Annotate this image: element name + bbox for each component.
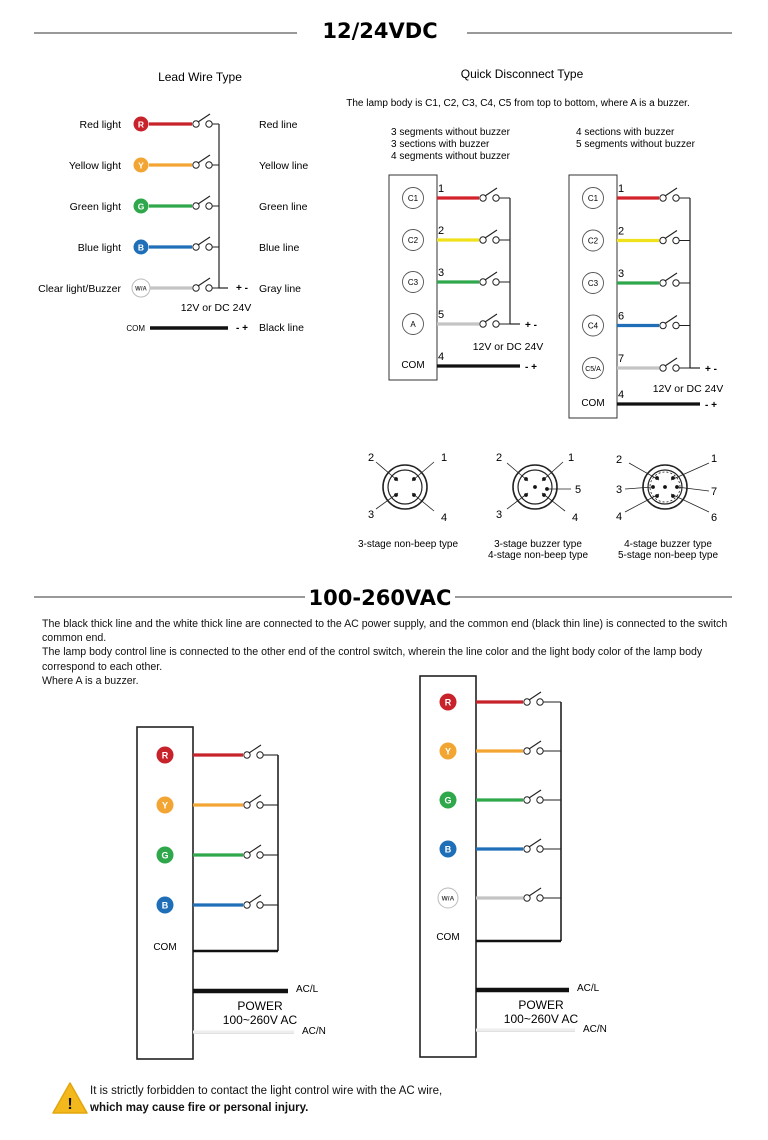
quick-left-caption: 3 sections with buzzer: [391, 139, 490, 150]
connector-pin-label: 2: [615, 454, 623, 466]
ac-badge-text: R: [444, 697, 452, 708]
lead-switch-contact: [206, 203, 212, 209]
ac-title: 100-260VAC: [308, 586, 452, 610]
ac-housing: [420, 676, 476, 1057]
quick-switch-contact: [673, 365, 679, 371]
connector-pin-label: 1: [440, 452, 448, 464]
ac-com-label: COM: [153, 942, 177, 953]
connector-caption: 5-stage non-beep type: [617, 550, 719, 561]
connector-pin-label: 3: [367, 509, 375, 521]
lead-badge-text: G: [137, 201, 145, 212]
ac-n-label: AC/N: [583, 1024, 607, 1035]
quick-switch-contact: [673, 322, 679, 328]
ac-switch-contact: [537, 846, 543, 852]
quick-terminal-label: C1: [587, 194, 599, 203]
ac-l-label: AC/L: [296, 984, 319, 995]
quick-left-caption: 4 segments without buzzer: [391, 151, 510, 162]
quick-terminal-label: C2: [407, 236, 419, 245]
lead-switch-contact: [206, 121, 212, 127]
ac-diagram-left: [137, 727, 326, 1059]
dc-title: 12/24VDC: [322, 19, 438, 43]
ac-l-label: AC/L: [577, 983, 600, 994]
ac-description: [42, 617, 732, 688]
lead-com-label: COM: [126, 324, 145, 333]
connector-pin-label: 1: [710, 453, 718, 465]
quick-pin-number: 2: [618, 225, 625, 238]
lead-light-label: Clear light/Buzzer: [38, 283, 121, 295]
lead-com-sign: - +: [236, 323, 248, 334]
ac-com-label: COM: [436, 932, 460, 943]
quick-pin-number: 1: [618, 183, 625, 195]
ac-switch-contact: [257, 902, 263, 908]
lead-line-label: Green line: [259, 201, 308, 213]
quick-pin-number: 7: [618, 353, 625, 365]
ac-badge-text: Y: [161, 800, 169, 811]
quick-plus-minus: + -: [525, 320, 537, 331]
lead-voltage: 12V or DC 24V: [180, 302, 252, 314]
connector-pin-label: 1: [567, 452, 575, 464]
quick-disconnect-diagram: [346, 67, 723, 418]
quick-switch-contact: [493, 237, 499, 243]
ac-switch-contact: [537, 895, 543, 901]
connector-pin-label: 3: [615, 484, 623, 496]
quick-terminal-label: C1: [407, 194, 419, 203]
connector-pin-label: 7: [710, 486, 718, 498]
quick-pin-number: 5: [438, 309, 445, 321]
ac-switch-contact: [537, 797, 543, 803]
quick-switch-contact: [493, 321, 499, 327]
quick-terminal-label: C4: [587, 321, 599, 331]
connector-pin-label: 3: [495, 509, 503, 521]
quick-voltage: 12V or DC 24V: [652, 383, 724, 395]
lead-plus-minus: + -: [236, 283, 248, 294]
connector-pin: [663, 485, 667, 489]
quick-switch-contact: [673, 280, 679, 286]
lead-light-label: Red light: [79, 119, 121, 131]
connector-pin-label: 2: [495, 452, 503, 464]
lead-line-label: Yellow line: [259, 160, 309, 172]
quick-pin-number: 2: [438, 225, 445, 237]
ac-power-label: POWER: [518, 998, 564, 1012]
lead-line-label: Blue line: [259, 242, 300, 254]
ac-switch-contact: [257, 752, 263, 758]
quick-pin-number: 6: [618, 310, 625, 323]
quick-terminal-label: C3: [587, 279, 599, 288]
quick-voltage: 12V or DC 24V: [472, 341, 544, 353]
quick-switch-contact: [673, 237, 679, 243]
quick-left-caption: 3 segments without buzzer: [391, 127, 510, 138]
quick-plus-minus: + -: [705, 364, 717, 375]
quick-pin-number: 1: [438, 183, 445, 195]
ac-power-range: 100~260V AC: [222, 1013, 298, 1027]
quick-right-caption: 5 segments without buzzer: [576, 139, 695, 150]
ac-badge-text: Y: [444, 746, 452, 757]
ac-badge-text: B: [444, 844, 452, 855]
ac-switch-contact: [257, 852, 263, 858]
lead-light-label: Blue light: [77, 242, 121, 254]
ac-badge-text: R: [161, 750, 169, 761]
quick-com-label: COM: [401, 360, 425, 371]
lead-switch-contact: [206, 162, 212, 168]
lead-badge-text: R: [137, 119, 145, 130]
ac-description-line: The black thick line and the white thick line are connected to the AC power supply, and the common end (black thin line) is connected to the switch common end.: [42, 618, 728, 645]
ac-badge-text: B: [161, 900, 169, 911]
connector-pin-label: 6: [710, 512, 718, 524]
connector-pin-label: 5: [574, 484, 582, 496]
ac-badge-text: G: [444, 795, 452, 806]
lead-badge-text: Y: [138, 160, 144, 171]
quick-housing: [569, 175, 617, 418]
warning-triangle-icon: [53, 1083, 87, 1113]
connector-caption: 4-stage non-beep type: [487, 550, 589, 561]
quick-terminal-label: C5/A: [585, 366, 601, 373]
lead-switch-contact: [206, 244, 212, 250]
quick-switch-contact: [673, 195, 679, 201]
lead-badge-text: W/A: [135, 286, 147, 293]
ac-switch-contact: [537, 699, 543, 705]
quick-terminal-label: C2: [587, 236, 599, 246]
connector-pin-label: 4: [571, 512, 579, 524]
quick-pin-number: 4: [438, 351, 445, 363]
connector-pin-label: 4: [440, 512, 448, 524]
quick-terminal-label: A: [410, 320, 416, 329]
ac-diagram-right: [420, 676, 607, 1057]
lead-light-label: Green light: [69, 201, 121, 213]
ac-housing: [137, 727, 193, 1059]
lead-line-label: Gray line: [259, 283, 302, 295]
quick-title: Quick Disconnect Type: [460, 67, 584, 81]
warning-text: [90, 1083, 442, 1117]
quick-right-caption: 4 sections with buzzer: [576, 127, 675, 138]
connector-caption: 3-stage non-beep type: [357, 539, 459, 550]
quick-note: The lamp body is C1, C2, C3, C4, C5 from top to bottom, where A is a buzzer.: [346, 98, 690, 109]
ac-switch-contact: [537, 748, 543, 754]
lead-wire-diagram: [38, 70, 308, 334]
ac-power-range: 100~260V AC: [503, 1012, 579, 1026]
connector-pin-label: 4: [615, 511, 623, 523]
ac-n-label: AC/N: [302, 1026, 326, 1037]
quick-com-sign: - +: [705, 400, 717, 411]
connector-inner: [388, 470, 422, 504]
warning-line-1: It is strictly forbidden to contact the light control wire with the AC wire,: [90, 1085, 443, 1097]
lead-wire-title: Lead Wire Type: [158, 70, 242, 84]
quick-switch-contact: [493, 279, 499, 285]
quick-pin-number: 3: [438, 267, 445, 279]
ac-power-label: POWER: [237, 999, 283, 1013]
quick-switch-contact: [493, 195, 499, 201]
lead-com-line-label: Black line: [259, 322, 304, 334]
ac-badge-text: G: [161, 850, 169, 861]
connector-caption: 3-stage buzzer type: [494, 539, 582, 550]
connector-pin-label: 2: [367, 452, 375, 464]
quick-pin-number: 3: [618, 268, 625, 280]
ac-switch-contact: [257, 802, 263, 808]
lead-light-label: Yellow light: [68, 160, 121, 172]
quick-com-label: COM: [581, 398, 605, 409]
ac-description-line: Where A is a buzzer.: [42, 674, 139, 687]
warning-line-2: which may cause fire or personal injury.: [90, 1102, 309, 1114]
ac-description-line: The lamp body control line is connected to the other end of the control switch, wherein the line color and the light body color of the lamp body correspond to each other.: [42, 646, 703, 673]
connector-caption: 4-stage buzzer type: [624, 539, 712, 550]
connector-pin: [533, 485, 537, 489]
quick-com-sign: - +: [525, 362, 537, 373]
connector-pinouts: [358, 452, 719, 561]
ac-badge-text: W/A: [441, 895, 455, 903]
svg-text:!: !: [67, 1096, 73, 1113]
lead-badge-text: B: [137, 242, 145, 253]
lead-line-label: Red line: [259, 119, 298, 131]
quick-terminal-label: C3: [407, 278, 419, 287]
quick-pin-number: 4: [618, 389, 625, 401]
lead-switch-contact: [206, 285, 212, 291]
